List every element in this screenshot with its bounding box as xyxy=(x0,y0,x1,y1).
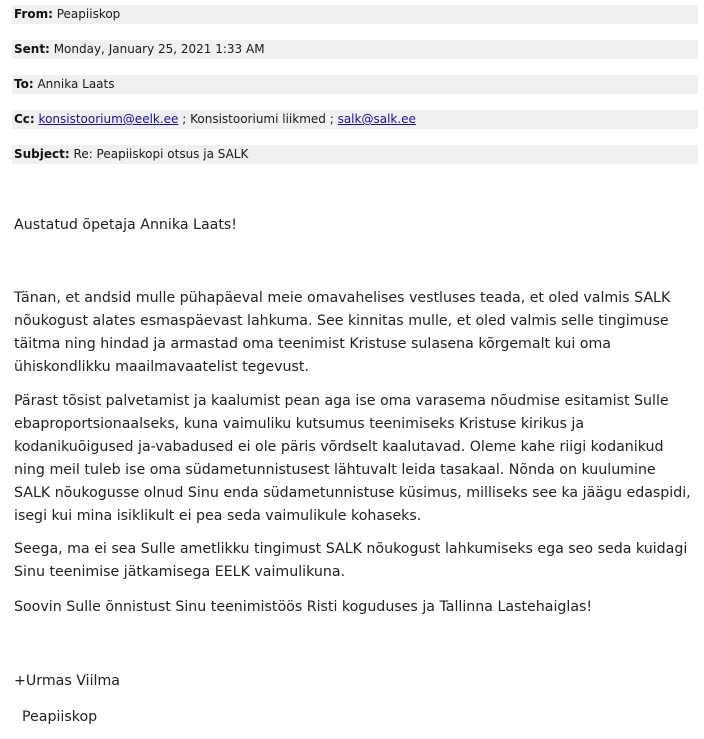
letter-paragraph-1: Tänan, et andsid mulle pühapäeval meie omavahelises vestluses teada, et oled valmis SALK nõukogust alates esmaspäevast lahkuma. See kinnitas mulle, et oled valmis selle tingimuse täitma ning hindad ja armastad oma teenimist Kristuse sulasena kõrgemalt kui oma ühiskondlikku maailmavaatelist tegevust. xyxy=(14,290,671,375)
subject-value: Re: Peapiiskopi otsus ja SALK xyxy=(73,147,249,161)
to-label: To: xyxy=(14,77,34,91)
letter-greeting: Austatud õpetaja Annika Laats! xyxy=(14,217,237,233)
from-label: From: xyxy=(14,7,53,21)
cc-row xyxy=(12,110,698,129)
signature-name: +Urmas Viilma xyxy=(14,673,121,689)
letter-paragraph-4: Soovin Sulle õnnistust Sinu teenimistöös Risti koguduses ja Tallinna Lastehaiglas! xyxy=(14,599,593,615)
from-row xyxy=(12,5,698,24)
subject-row xyxy=(12,145,698,164)
letter-paragraph-3: Seega, ma ei sea Sulle ametlikku tingimust SALK nõukogust lahkumiseks ega seo seda kuidagi Sinu teenimise jätkamisega EELK vaimulikuna. xyxy=(14,541,688,580)
cc-link-konsistoorium[interactable]: konsistoorium@eelk.ee xyxy=(38,112,179,126)
sent-label: Sent: xyxy=(14,42,50,56)
to-value: Annika Laats xyxy=(37,77,115,91)
sent-value: Monday, January 25, 2021 1:33 AM xyxy=(53,42,265,56)
cc-label: Cc: xyxy=(14,112,35,126)
subject-label: Subject: xyxy=(14,147,70,161)
cc-link-salk[interactable]: salk@salk.ee xyxy=(337,112,416,126)
letter-paragraph-2: Pärast tõsist palvetamist ja kaalumist pean aga ise oma varasema nõudmise esitamist Sulle ebaproportsionaalseks, kuna vaimuliku kutsumus teenimiseks Kristuse kirikus ja kodanikuõigused ja-vabadused ei ole päris võrdselt kaalutavad. Oleme kahe riigi kodanikud ning meil tuleb ise oma südametunnistusest lähtuvalt leida tasakaal. Nõnda on kuulumine SALK nõukogusse olnud Sinu enda südametunnistuse küsimus, milliseks see ka jäägu edaspidi, isegi kui mina isiklikult ei pea seda vaimulikule kohaseks. xyxy=(14,393,691,524)
signature-title: Peapiiskop xyxy=(22,709,98,725)
sent-row xyxy=(12,40,698,59)
cc-separator-text: ; Konsistooriumi liikmed ; xyxy=(178,112,338,126)
from-value: Peapiiskop xyxy=(56,7,121,21)
to-row xyxy=(12,75,698,94)
